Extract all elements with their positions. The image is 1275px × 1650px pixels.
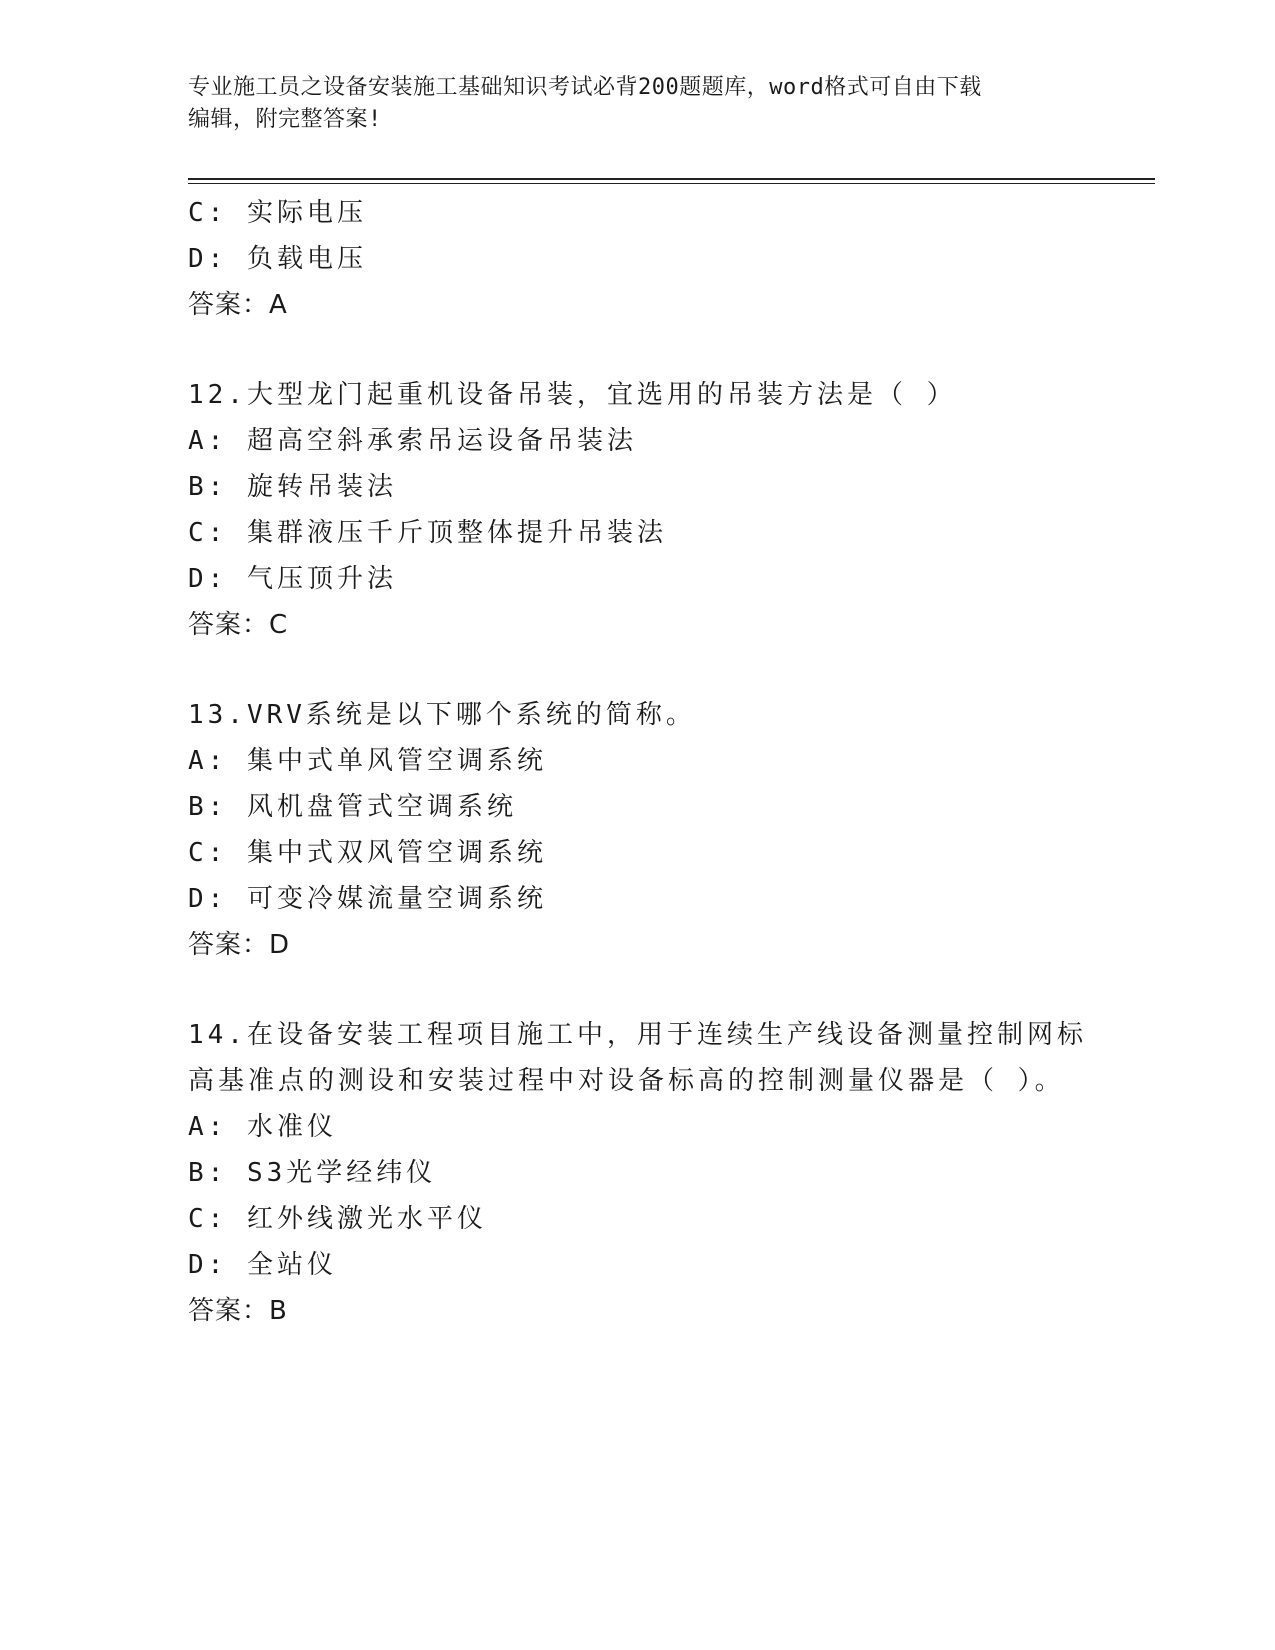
answer: 答案：C <box>188 610 289 640</box>
option-d: D: 全站仪 <box>188 1250 337 1280</box>
header-line-2: 编辑，附完整答案! <box>188 107 382 132</box>
question-14 <box>188 1012 1088 1334</box>
question-fragment <box>188 190 1088 328</box>
option-b: B: 旋转吊装法 <box>188 472 397 502</box>
option-a: A: 水准仪 <box>188 1112 337 1142</box>
document-header <box>188 72 1088 136</box>
option-d: D: 气压顶升法 <box>188 564 397 594</box>
question-text: 13.VRV系统是以下哪个系统的简称。 <box>188 700 696 730</box>
option-d: D: 可变冷媒流量空调系统 <box>188 884 547 914</box>
option-a: A: 集中式单风管空调系统 <box>188 746 547 776</box>
question-text: 14.在设备安装工程项目施工中，用于连续生产线设备测量控制网标高基准点的测设和安装过程中对设备标高的控制测量仪器是（ ）。 <box>188 1020 1087 1096</box>
option-a: A: 超高空斜承索吊运设备吊装法 <box>188 426 637 456</box>
header-rule-thin <box>188 183 1155 184</box>
option-c: C: 红外线激光水平仪 <box>188 1204 487 1234</box>
option-c: C: 集群液压千斤顶整体提升吊装法 <box>188 518 667 548</box>
question-13 <box>188 692 1088 968</box>
answer: 答案：A <box>188 290 288 320</box>
option-d: D: 负载电压 <box>188 244 367 274</box>
option-c: C: 集中式双风管空调系统 <box>188 838 547 868</box>
question-12 <box>188 372 1088 648</box>
answer: 答案：D <box>188 930 291 960</box>
header-rule-thick <box>188 178 1155 180</box>
question-content <box>188 190 1088 1334</box>
question-text: 12.大型龙门起重机设备吊装，宜选用的吊装方法是（ ） <box>188 380 957 410</box>
option-b: B: 风机盘管式空调系统 <box>188 792 517 822</box>
header-line-1: 专业施工员之设备安装施工基础知识考试必背200题题库，word格式可自由下载 <box>188 75 982 100</box>
option-b: B: S3光学经纬仪 <box>188 1158 437 1188</box>
answer: 答案：B <box>188 1296 288 1326</box>
option-c: C: 实际电压 <box>188 198 367 228</box>
